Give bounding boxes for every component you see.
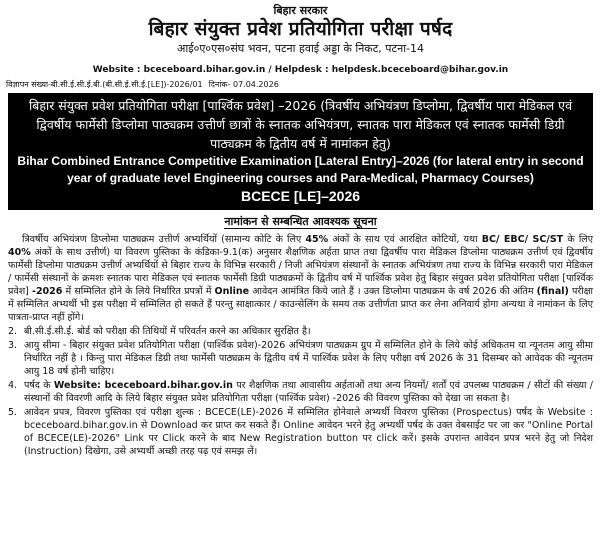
item-text-part: पर <box>358 433 377 444</box>
item-text-part: से <box>137 420 151 431</box>
list-item <box>8 379 593 405</box>
online-bold: Online <box>214 286 250 297</box>
item-text-part: करने के बाद <box>184 433 240 444</box>
reserved-percent: 40% <box>8 247 31 258</box>
item-rest: पर शैक्षणिक तथा आवासीय अर्हताओं तथा अन्य नियमों/ शर्तों एवं उपलब्ध पाठ्यक्रम / सीटों की संख्या / संस्थानों की विवरणी आदि के लिये बिहार संयुक्त प्रवेश प्रतियोगिता परीक्षा (पार्श्विक प्रवेश) -2026 की विवरण पुस्तिका को देखा जा सकता है। <box>24 380 593 404</box>
item-text <box>24 406 593 458</box>
item-pre: पर्षद के <box>24 380 54 391</box>
list-item <box>8 325 593 338</box>
item-text-part: आवेदन भरने हेतु अभ्यर्थी पर्षद के उक्त वेबसाईट पर जा कर <box>314 420 528 431</box>
reserved-categories: BC/ EBC/ SC/ST <box>481 234 564 245</box>
notice-date: दिनांक- 07.04.2026 <box>208 80 279 89</box>
item-text-part: कर प्राप्त कर सकते हैं। <box>197 420 284 431</box>
item-text-part: -2026 में सम्मिलित होनेवाले अभ्यर्थी विवरण पुस्तिका <box>255 407 453 418</box>
new-registration-label: New Registration button <box>239 433 358 444</box>
list-item <box>8 339 593 378</box>
intro-text-6: आवेदन आमंत्रित किये जाते हैं । उक्त डिप्लोमा पाठ्यक्रम के वर्ष 2026 की अंतिम <box>249 286 537 297</box>
board-address: आई०ए०एस०संघ भवन, पटना हवाई अड्डा के निकट, पटना-14 <box>176 42 425 55</box>
intro-text-3: के लिए <box>563 234 593 245</box>
exam-title-banner <box>8 93 593 210</box>
notice-body <box>8 233 593 458</box>
portal-link-label: "Online Portal of BCECE(LE)-2026" Link <box>24 420 594 444</box>
exam-code-inline: BCECE(LE) <box>205 407 256 418</box>
item-text <box>24 379 593 405</box>
item-text-part: पर <box>143 433 163 444</box>
item-text-part: दिखेगा, उसे अभ्यर्थी अच्छी तरह पढ़ एवं समझ लें। <box>82 446 258 457</box>
section-title: नामांकन से सम्बन्धित आवश्यक सूचना <box>224 215 377 228</box>
item-number: 5. <box>8 407 18 418</box>
download-label: Download <box>150 420 198 431</box>
exam-code: BCECE [LE]–2026 <box>240 188 361 204</box>
exam-title-english: Bihar Combined Entrance Competitive Examination [Lateral Entry]–2026 (for lateral entry in second year of graduate level Engineering courses and Para-Medical, Pharmacy Courses) <box>17 154 584 185</box>
government-name: बिहार सरकार <box>273 4 328 17</box>
item-number: 4. <box>8 380 18 391</box>
item-text: आयु सीमा - बिहार संयुक्त प्रवेश प्रतियोगिता परीक्षा (पार्श्विक प्रवेश)-2026 अभियंत्रण पाठ्यक्रम ग्रुप में सम्मिलित होने के लिये कोई अधिकतम या न्यूनतम आयु सीमा निर्धारित नहीं है । किन्तु पारा मेडिकल डिग्री तथा फार्मेसी पाठ्यक्रम के द्वितीय वर्ष में पार्श्विक प्रवेश के लिए परीक्षा वर्ष 2026 के 31 दिसम्बर को आवेदक की न्यूनतम आयु 18 वर्ष होनी चाहिए। <box>24 340 593 377</box>
exam-title-hindi: बिहार संयुक्त प्रवेश प्रतियोगिता परीक्षा [पार्श्विक प्रवेश] –2026 (त्रिवर्षीय अभियंत्रण डिप्लोमा, द्विवर्षीय पारा मेडिकल एवं द्विवर्षीय फार्मेसी डिप्लोमा पाठ्यक्रम उत्तीर्ण छात्रों के स्नातक अभियंत्रण, स्नातक पारा मेडिकल एवं स्नातक फार्मेसी डिग्री पाठ्यक्रम के द्वितीय वर्ष में नामांकन हेतु) <box>28 98 573 151</box>
final-bold: (final) <box>536 286 569 297</box>
exam-year-bold: -2026 <box>32 286 63 297</box>
online-label: Online <box>283 420 315 431</box>
item-number: 2. <box>8 326 18 337</box>
intro-text-5: में सम्मिलित होने के लिये निर्धारित प्रपत्रों में <box>62 286 215 297</box>
item-number: 3. <box>8 340 18 351</box>
instruction-label: (Instruction) <box>24 446 83 457</box>
letterhead <box>0 0 601 77</box>
click-label: Click <box>162 433 185 444</box>
click-label: click <box>376 433 398 444</box>
notice-reference <box>6 79 595 91</box>
advertisement-number: विज्ञापन संख्या-बी.सी.ई.सी.ई.बी.(बी.सी.ई.सी.ई.[LE])-2026/01 <box>6 80 203 89</box>
item-text-part: पर्षद के <box>511 407 548 418</box>
website-helpdesk-line: Website : bceceboard.bihar.gov.in / Helpdesk : helpdesk.bceceboard@bihar.gov.in <box>92 65 509 75</box>
intro-text-2: अंकों के साथ एवं आरक्षित कोटियों, यथा <box>328 234 482 245</box>
website-link[interactable]: Website: bceceboard.bihar.gov.in <box>53 380 233 391</box>
item-text: बी.सी.ई.सी.ई. बोर्ड को परीक्षा की तिथियों में परिवर्तन करने का अधिकार सुरक्षित है। <box>24 326 311 337</box>
intro-text-7: परीक्षा में सम्मिलित अभ्यर्थी भी इस परीक्षा में सम्मिलित हो सकते हैं परन्तु साक्षात्कार / काउन्सेलिंग के समय तक उत्तीर्णता प्राप्त कर लेना अनिवार्य होगा अन्यथा वे नामांकन के लिए पात्रता-प्राप्त नहीं होंगे। <box>8 286 593 323</box>
board-title: बिहार संयुक्त प्रवेश प्रतियोगिता परीक्षा पर्षद <box>148 18 453 40</box>
intro-text-4: अंकों के साथ उत्तीर्ण) या विवरण पुस्तिका के कंडिका-9.1(क) अनुसार शैक्षणिक अर्हता प्राप्त तथा द्विवर्षीय पारा मेडिकल डिप्लोमा पाठ्यक्रम उत्तीर्ण एवं द्विवर्षीय फार्मेसी डिप्लोमा पाठ्यक्रम उत्तीर्ण अभ्यर्थियों से बिहार राज्य के विभिन्न सरकारी / निजी अभियंत्रण संस्थानों के स्नातक अभियंत्रण तथा राज्य के विभिन्न सरकारी पारा मेडिकल / फार्मेसी संस्थानों के क्रमशः स्नातक पारा मेडिकल एवं स्नातक फार्मेसी डिग्री पाठ्यक्रमों के द्वितीय वर्ष में पार्श्विक प्रवेश हेतु बिहार संयुक्त प्रवेश प्रतियोगिता परीक्षा [पार्श्विक प्रवेश] <box>8 247 593 297</box>
website-link[interactable]: Website : bceceboard.bihar.gov.in <box>24 407 594 431</box>
item-pre: आवेदन प्रपत्र, विवरण पुस्तिका एवं परीक्षा शुल्क : <box>24 407 206 418</box>
item-text-part: करें। इसके उपरान्त आवेदन प्रपत्र भरने हेतु जो निदेश <box>397 433 593 444</box>
intro-paragraph <box>8 233 593 324</box>
section-heading <box>0 214 601 229</box>
general-percent: 45% <box>305 234 329 245</box>
intro-text-1: त्रिवर्षीय अभियंत्रण डिप्लोमा पाठ्यक्रम उत्तीर्ण अभ्यर्थियों (सामान्य कोटि के लिए <box>22 234 306 245</box>
prospectus-label: (Prospectus) <box>452 407 512 418</box>
list-item <box>8 406 593 458</box>
